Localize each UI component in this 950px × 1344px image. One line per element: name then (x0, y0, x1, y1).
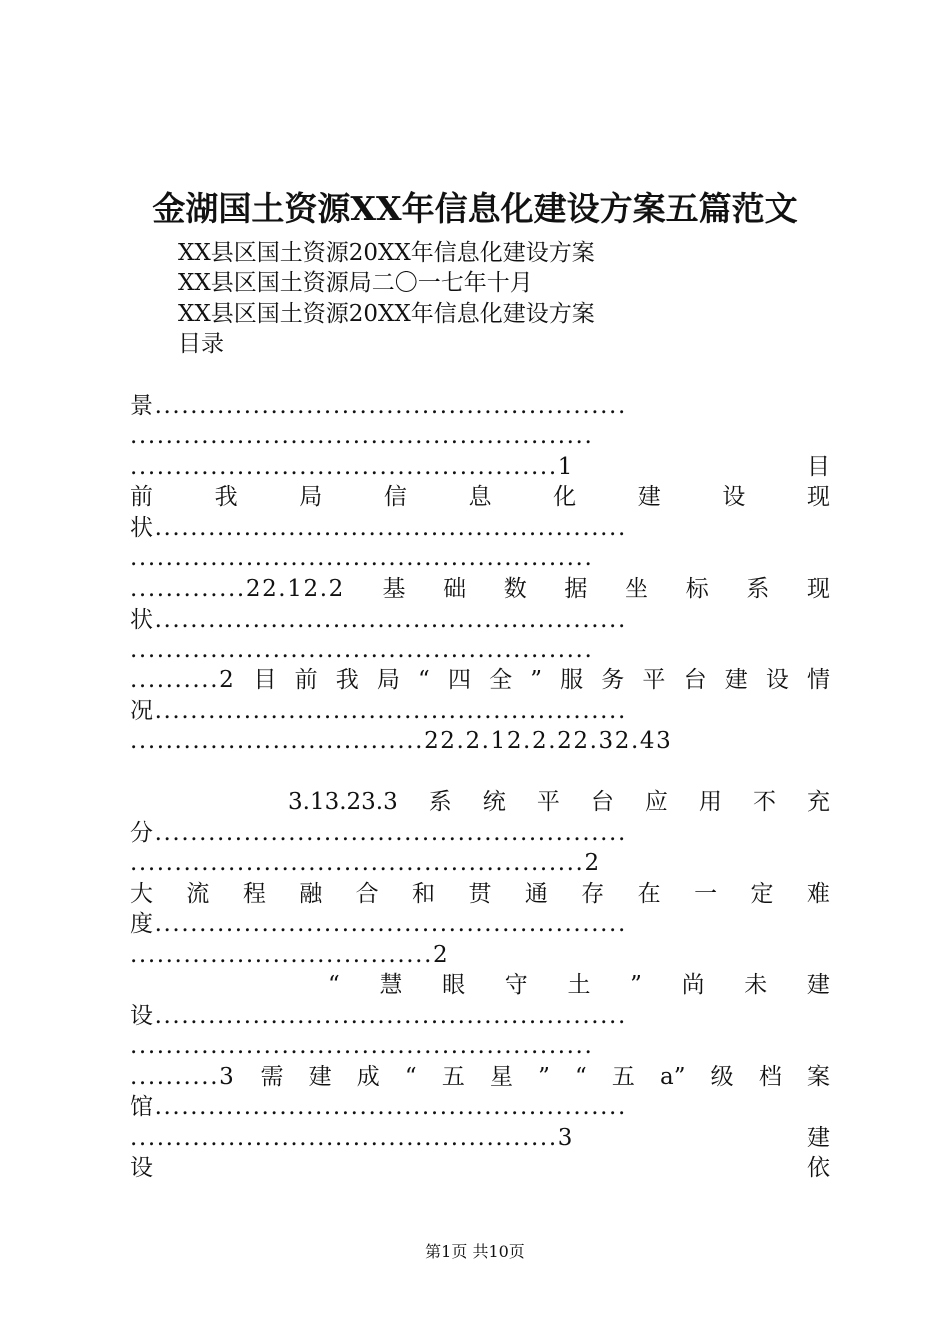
subtitle-2: XX县区国土资源局二〇一七年十月 (178, 270, 533, 296)
toc-heading: 目录 (178, 331, 224, 357)
toc-text: 前 (294, 667, 318, 693)
toc-text: 需 (260, 1064, 284, 1090)
toc-text: 坐 (625, 576, 649, 602)
toc-line: 分..................................................... (130, 820, 627, 846)
toc-text: ..........2 (130, 667, 236, 693)
toc-text: 据 (564, 576, 588, 602)
toc-line: .................................22.2.12.2.22.32.43 (130, 728, 673, 754)
toc-text: 系 (428, 789, 452, 815)
toc-text: 成 (356, 1064, 380, 1090)
toc-text: 台 (683, 667, 707, 693)
subtitle-3: XX县区国土资源20XX年信息化建设方案 (178, 301, 595, 327)
toc-text: a” (660, 1064, 686, 1090)
toc-text: 平 (642, 667, 666, 693)
toc-text: 服 (560, 667, 584, 693)
toc-text: 依 (807, 1155, 830, 1181)
toc-line: .................................................... (130, 637, 594, 663)
toc-text: 建 (806, 972, 830, 998)
toc-text: 务 (601, 667, 625, 693)
toc-text: 前 (130, 484, 153, 510)
toc-text: 局 (299, 484, 323, 510)
toc-text: 建 (724, 667, 748, 693)
toc-line: .................................................... (130, 423, 594, 449)
toc-line: 馆..................................................... (130, 1094, 627, 1120)
toc-text: 在 (637, 881, 661, 907)
toc-text: 台 (590, 789, 614, 815)
toc-line (130, 1123, 830, 1153)
toc-line (130, 452, 830, 482)
toc-text: 信 (383, 484, 407, 510)
toc-text: 系 (746, 576, 770, 602)
toc-line (328, 970, 830, 1000)
toc-text: 守 (504, 972, 528, 998)
toc-text: ” (530, 667, 542, 693)
toc-text: 充 (806, 789, 830, 815)
toc-text: 程 (242, 881, 266, 907)
toc-text: ................................................3 (130, 1125, 574, 1151)
toc-text: 数 (503, 576, 527, 602)
toc-text: 四 (447, 667, 471, 693)
toc-text: 一 (694, 881, 718, 907)
toc-text: 局 (376, 667, 400, 693)
toc-text: 定 (750, 881, 774, 907)
toc-line: 况..................................................... (130, 698, 627, 724)
toc-line: ...................................................2 (130, 850, 601, 876)
document-title: 金湖国土资源XX年信息化建设方案五篇范文 (152, 189, 798, 228)
toc-line: 状..................................................... (130, 607, 627, 633)
toc-text: 级 (710, 1064, 734, 1090)
toc-text: 建 (308, 1064, 332, 1090)
toc-text: 应 (644, 789, 668, 815)
toc-text: 五 (611, 1064, 635, 1090)
toc-text: 慧 (379, 972, 403, 998)
toc-text: 3.13.23.3 (288, 789, 398, 815)
toc-line: 景..................................................... (130, 393, 627, 419)
toc-text: 基 (382, 576, 406, 602)
toc-line: 设..................................................... (130, 1003, 627, 1029)
toc-text: 础 (443, 576, 467, 602)
toc-text: 星 (489, 1064, 513, 1090)
toc-text: 现 (807, 484, 830, 510)
toc-text: 大 (130, 881, 153, 907)
toc-text: “ (418, 667, 430, 693)
toc-text: 土 (567, 972, 591, 998)
toc-text: 设 (765, 667, 789, 693)
toc-text: 用 (698, 789, 722, 815)
toc-text: 和 (412, 881, 436, 907)
toc-text: 设 (130, 1155, 153, 1181)
toc-text: 眼 (442, 972, 466, 998)
toc-text: 合 (355, 881, 379, 907)
toc-line (130, 1062, 830, 1092)
subtitle-1: XX县区国土资源20XX年信息化建设方案 (178, 240, 595, 266)
toc-line: ..................................2 (130, 942, 450, 968)
toc-line (130, 482, 830, 512)
toc-line: 状..................................................... (130, 515, 627, 541)
toc-text: 未 (744, 972, 768, 998)
toc-text: 档 (758, 1064, 782, 1090)
toc-text: 设 (722, 484, 746, 510)
toc-text: 息 (468, 484, 492, 510)
toc-line (130, 665, 830, 695)
toc-text: 标 (685, 576, 709, 602)
toc-text: 尚 (681, 972, 705, 998)
toc-text: 我 (214, 484, 238, 510)
toc-text: “ (328, 972, 340, 998)
toc-text: 目 (807, 454, 830, 480)
toc-text: 建 (637, 484, 661, 510)
toc-text: 情 (806, 667, 830, 693)
page-footer: 第1页 共10页 (425, 1242, 525, 1261)
toc-text: ..........3 (130, 1064, 236, 1090)
toc-text: 贯 (468, 881, 492, 907)
toc-text: 通 (524, 881, 548, 907)
toc-text: .............22.12.2 (130, 576, 345, 602)
toc-line: 度..................................................... (130, 911, 627, 937)
toc-line (130, 1153, 830, 1183)
toc-text: ................................................1 (130, 454, 574, 480)
toc-line: .................................................... (130, 545, 594, 571)
toc-text: ” (630, 972, 642, 998)
toc-line (130, 574, 830, 604)
toc-text: 建 (807, 1125, 830, 1151)
toc-text: “ (404, 1064, 417, 1090)
toc-text: 目 (253, 667, 277, 693)
toc-text: 难 (806, 881, 830, 907)
toc-line (130, 879, 830, 909)
toc-text: ” (538, 1064, 550, 1090)
toc-text: 统 (482, 789, 506, 815)
toc-line: .................................................... (130, 1033, 594, 1059)
toc-text: 现 (806, 576, 830, 602)
toc-line (288, 787, 830, 817)
toc-text: 不 (752, 789, 776, 815)
toc-text: 我 (335, 667, 359, 693)
toc-text: 五 (441, 1064, 465, 1090)
toc-text: 融 (299, 881, 323, 907)
toc-text: 存 (581, 881, 605, 907)
toc-text: 案 (806, 1064, 830, 1090)
toc-text: 平 (536, 789, 560, 815)
toc-text: 化 (553, 484, 577, 510)
toc-text: 流 (186, 881, 210, 907)
toc-text: 全 (489, 667, 513, 693)
toc-text: “ (575, 1064, 587, 1090)
